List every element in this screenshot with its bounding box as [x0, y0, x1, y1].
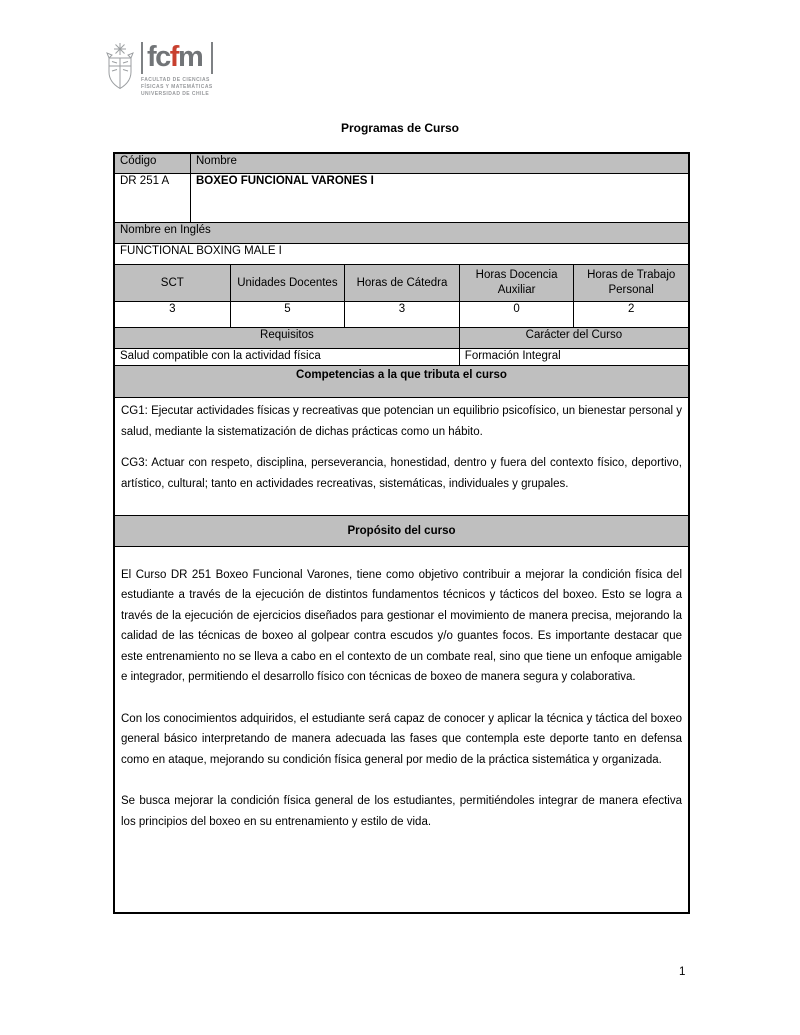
- course-program-table: [113, 152, 690, 914]
- unidades-docentes-value: 5: [230, 302, 345, 327]
- horas-catedra-header-cell: Horas de Cátedra: [344, 265, 459, 301]
- english-name-value-row: [115, 243, 688, 264]
- nombre-ingles-value: FUNCTIONAL BOXING MALE I: [120, 245, 282, 257]
- requisitos-header-cell: Requisitos: [260, 329, 314, 341]
- proposito-paragraph-2: Con los conocimientos adquiridos, el estudiante será capaz de conocer y aplicar la técnica y táctica del boxeo general básico interpretando de manera adecuada las fases que contempla este deporte tanto en defensa como en ataque, mejorando su condición física general por medio de la práctica sistemática y organizada.: [121, 712, 682, 766]
- proposito-body-row: [115, 546, 688, 912]
- fcfm-red-letter: f: [169, 41, 178, 73]
- nombre-header-cell: Nombre: [190, 154, 688, 173]
- page-number: 1: [679, 966, 686, 978]
- page-title: Programas de Curso: [340, 121, 460, 135]
- requisitos-caracter-value-row: [115, 348, 688, 365]
- code-name-header-row: [115, 154, 688, 173]
- horas-docencia-auxiliar-header-cell: Horas Docencia Auxiliar: [459, 265, 574, 301]
- competencias-header: Competencias a la que tributa el curso: [296, 369, 507, 381]
- english-name-header-row: [115, 222, 688, 243]
- unidades-docentes-header-cell: Unidades Docentes: [230, 265, 345, 301]
- proposito-paragraph-3: Se busca mejorar la condición física general de los estudiantes, permitiéndoles integrar de manera efectiva los principios del boxeo en su entrenamiento y estilo de vida.: [121, 795, 682, 828]
- nombre-ingles-header: Nombre en Inglés: [120, 224, 211, 236]
- sct-header-cell: SCT: [160, 276, 184, 289]
- competencias-text: [115, 398, 688, 515]
- competencia-cg1-paragraph: CG1: Ejecutar actividades físicas y recreativas que potencian un equilibrio psicofísico, un bienestar personal y salud, mediante la sistematización de dichas prácticas como un hábito.: [121, 405, 682, 439]
- caracter-header-cell: Carácter del Curso: [459, 328, 688, 348]
- faculty-name: FACULTAD DE CIENCIAS FÍSICAS Y MATEMÁTICAS UNIVERSIDAD DE CHILE: [141, 77, 213, 97]
- competencia-cg3-paragraph: CG3: Actuar con respeto, disciplina, perseverancia, honestidad, dentro y fuera del contexto físico, deportivo, artístico, cultural; tanto en actividades recreativas, sistemáticas, individuales y grupales.: [121, 456, 682, 490]
- sct-value: 3: [169, 303, 176, 315]
- horas-docencia-auxiliar-value: 0: [459, 302, 574, 327]
- course-name: BOXEO FUNCIONAL VARONES I: [190, 174, 688, 222]
- horas-catedra-value: 3: [344, 302, 459, 327]
- requisitos-caracter-header-row: [115, 327, 688, 348]
- horas-trabajo-personal-value: 2: [573, 302, 688, 327]
- horas-trabajo-personal-header-cell: Horas de Trabajo Personal: [573, 265, 688, 301]
- codigo-header-cell: Código: [120, 155, 157, 167]
- proposito-text: [115, 547, 688, 912]
- fcfm-logo: [104, 42, 213, 97]
- proposito-header-row: [115, 515, 688, 546]
- caracter-value: Formación Integral: [459, 349, 688, 365]
- proposito-paragraph-1: El Curso DR 251 Boxeo Funcional Varones, tiene como objetivo contribuir a mejorar la condición física del estudiante a través de la ejecución de distintos fundamentos técnicos y tácticos del boxeo. Esto se logra a través de la ejecución de ejercicios diseñados para gestionar el movimiento de manera precisa, mejorando la calidad de las técnicas de boxeo al golpear contra escudos y/o guantes focos. Es importante destacar que este entrenamiento no se lleva a cabo en el contexto de un combate real, sino que tiene un enfoque amigable e integrador, permitiendo el desarrollo físico con técnicas de boxeo de manera segura y colaborativa.: [121, 569, 682, 684]
- requisitos-value: Salud compatible con la actividad física: [120, 350, 321, 362]
- hours-header-row: [115, 264, 688, 301]
- competencias-body-row: [115, 397, 688, 515]
- code-name-value-row: [115, 173, 688, 222]
- codigo-value: DR 251 A: [120, 175, 170, 187]
- hours-value-row: [115, 301, 688, 327]
- university-shield-icon: [104, 42, 136, 94]
- competencias-header-row: [115, 365, 688, 397]
- proposito-header: Propósito del curso: [347, 524, 456, 537]
- fcfm-wordmark: fcfm: [141, 42, 213, 74]
